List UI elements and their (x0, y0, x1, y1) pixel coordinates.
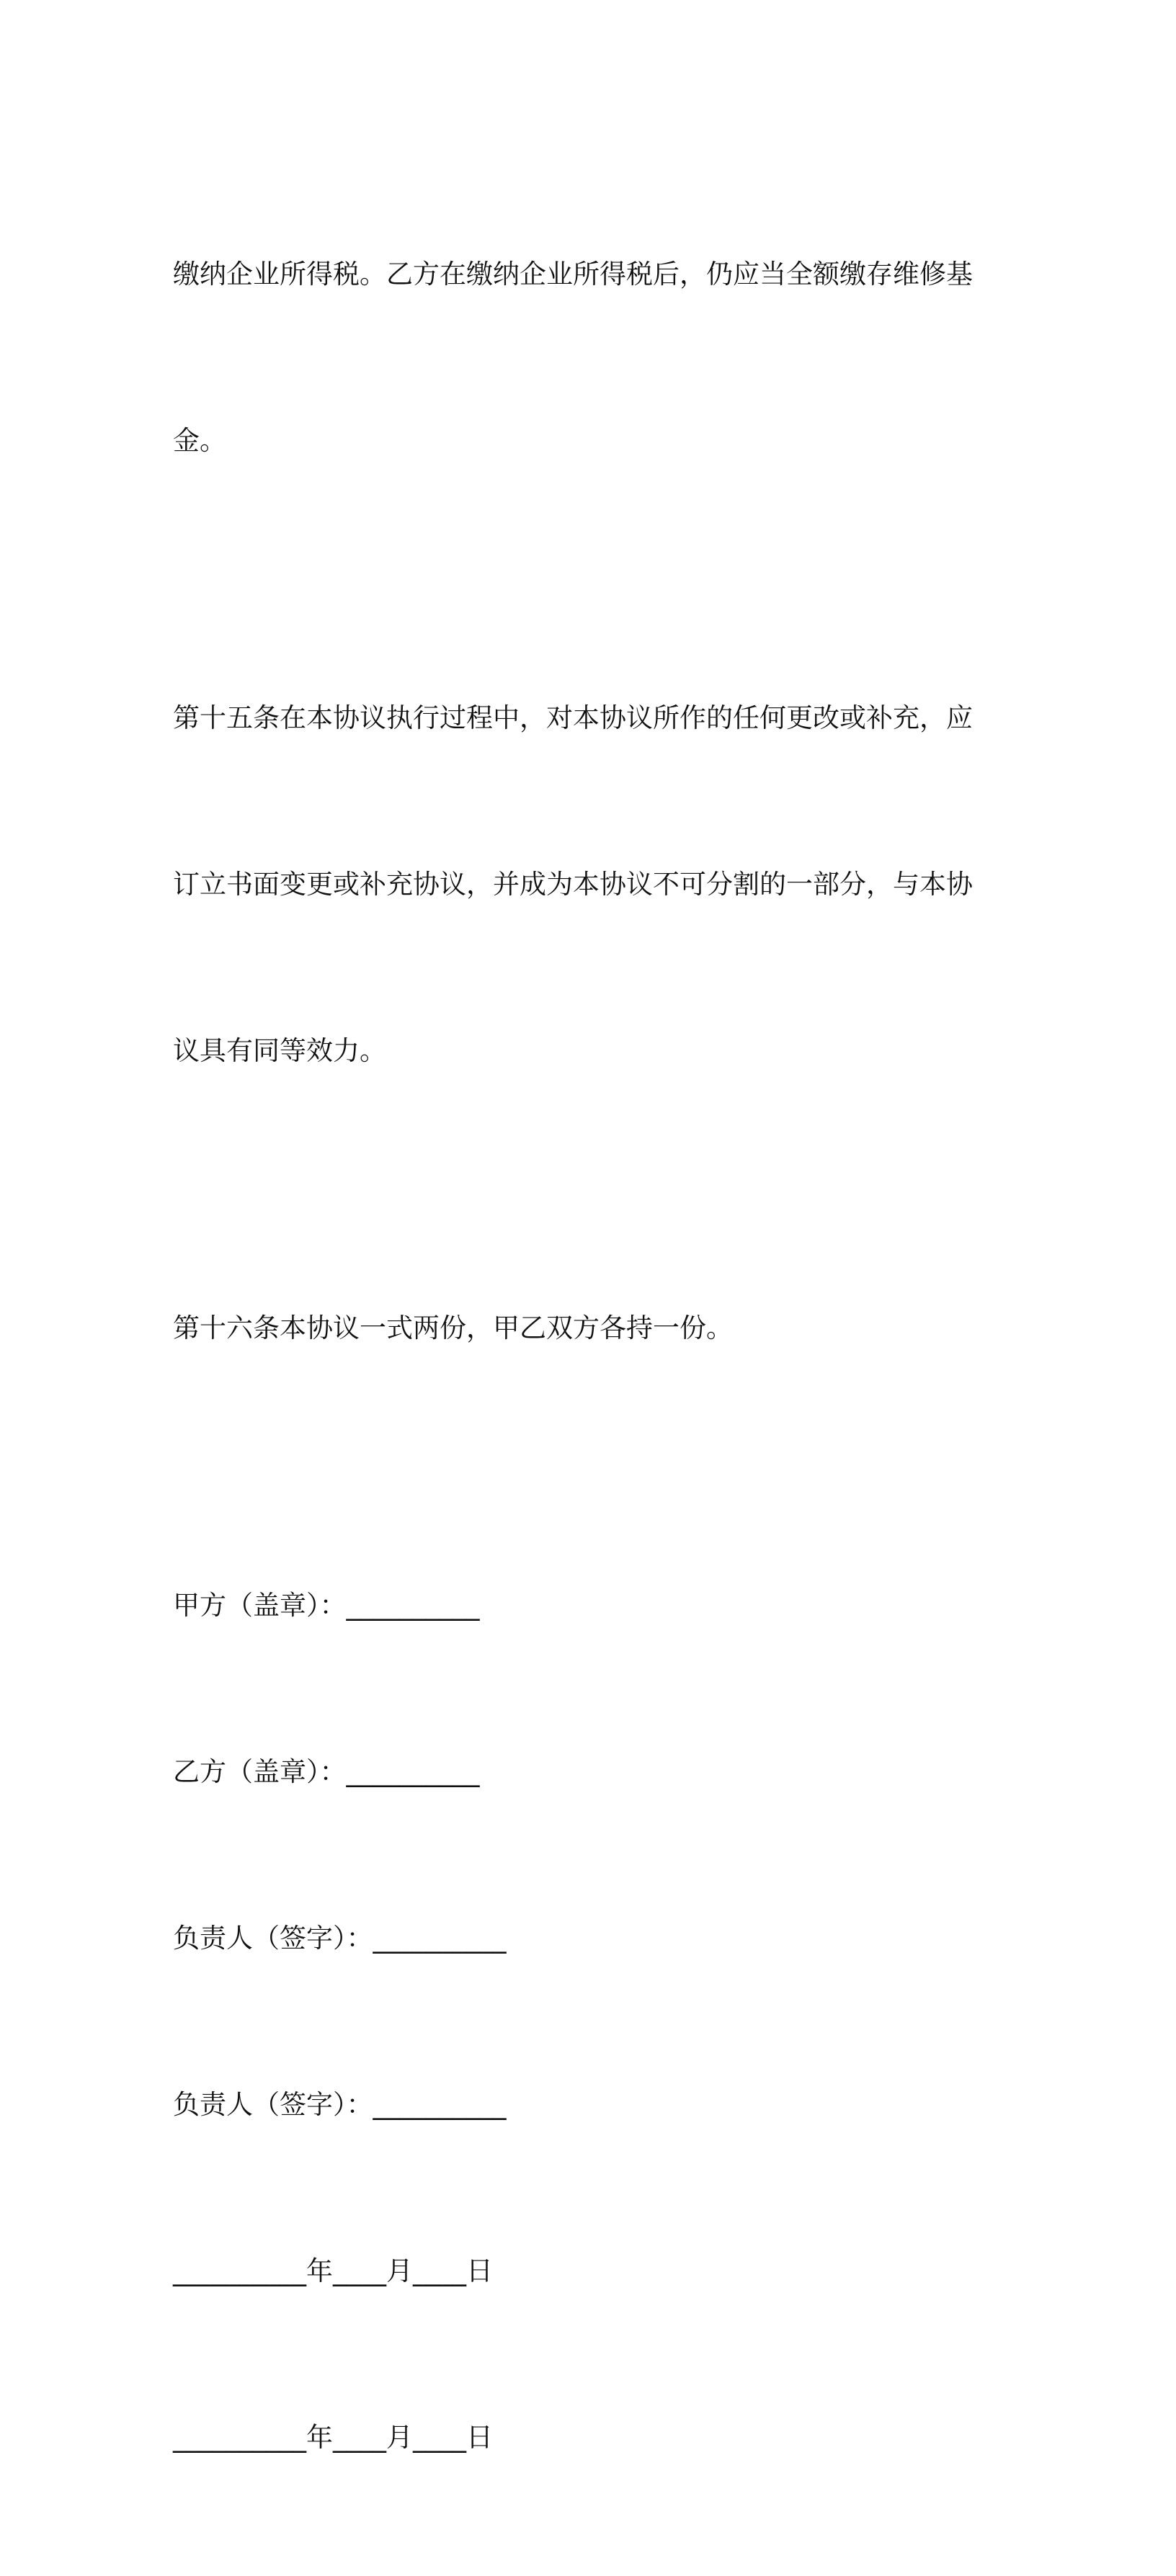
text-line: 金。 (173, 425, 226, 456)
responsible-signature-line-2: 负责人（签字）：__________ (173, 2089, 507, 2120)
paragraph-article-15 (173, 579, 980, 1189)
responsible-signature-line-1: 负责人（签字）：__________ (173, 1923, 507, 1954)
text-line: 订立书面变更或补充协议，并成为本协议不可分割的一部分，与本协 (173, 869, 973, 900)
text-line: 缴纳企业所得税。乙方在缴纳企业所得税后，仍应当全额缴存维修基 (173, 259, 973, 290)
party-b-seal-line: 乙方（盖章）：__________ (173, 1756, 480, 1787)
text-line: 第十六条本协议一式两份，甲乙双方各持一份。 (173, 1312, 733, 1343)
date-line-2: __________年____月____日 (173, 2422, 493, 2453)
text-line: 第十五条在本协议执行过程中，对本协议所作的任何更改或补充，应 (173, 702, 973, 733)
text-line: 议具有同等效力。 (173, 1035, 386, 1066)
party-a-seal-line: 甲方（盖章）：__________ (173, 1590, 480, 1621)
paragraph-tax (173, 135, 980, 579)
date-line-1: __________年____月____日 (173, 2255, 493, 2286)
document-body (173, 135, 980, 2576)
paragraph-article-16 (173, 1189, 980, 1467)
signature-block (173, 1467, 980, 2576)
